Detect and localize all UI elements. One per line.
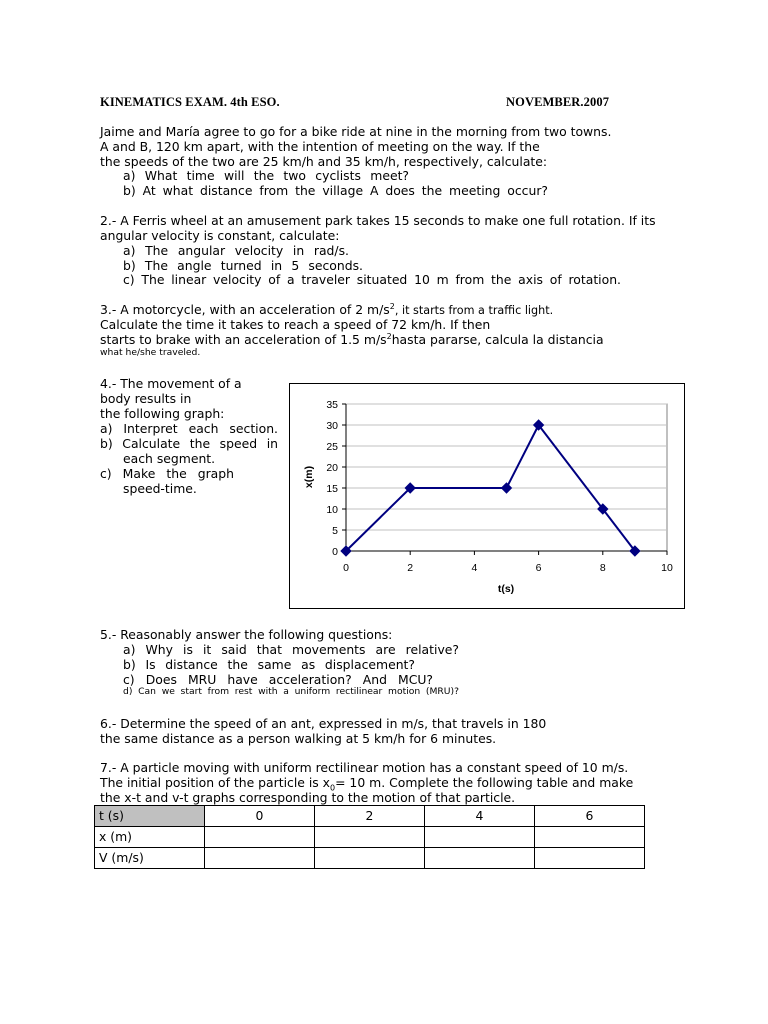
q3-line-3-sup: 2	[386, 331, 392, 341]
exam-title: KINEMATICS EXAM. 4th ESO.	[100, 95, 280, 109]
q5-part-a: a) Why is it said that movements are relative?	[123, 642, 459, 657]
row-header-v: V (m/s)	[95, 848, 205, 869]
y-tick-label: 30	[326, 420, 338, 432]
x-tick-label: 10	[661, 562, 673, 574]
q1-line-1: Jaime and María agree to go for a bike ride at nine in the morning from two towns.	[100, 124, 612, 139]
q5-line-1: 5.- Reasonably answer the following questions:	[100, 627, 393, 642]
row-header-t: t (s)	[95, 806, 205, 827]
table-row	[95, 848, 645, 869]
empty-cell[interactable]	[315, 827, 425, 848]
q6-line-1: 6.- Determine the speed of an ant, expressed in m/s, that travels in 180	[100, 716, 547, 731]
q3-line-1-sup: 2	[389, 301, 395, 311]
q7-line-2	[100, 775, 634, 793]
row-header-x: x (m)	[95, 827, 205, 848]
q3-line-1-b: , it starts from a traffic light.	[394, 304, 554, 317]
q5-part-d: d) Can we start from rest with a uniform rectilinear motion (MRU)?	[123, 686, 459, 697]
y-tick-label: 35	[326, 399, 338, 411]
q2-part-c: c) The linear velocity of a traveler situated 10 m from the axis of rotation.	[123, 272, 621, 287]
table-cell: 0	[205, 806, 315, 827]
y-tick-label: 20	[326, 462, 338, 474]
empty-cell[interactable]	[315, 848, 425, 869]
y-tick-label: 25	[326, 441, 338, 453]
empty-cell[interactable]	[535, 827, 645, 848]
x-tick-label: 2	[407, 562, 414, 574]
q7-line-2-sub: 0	[330, 783, 336, 793]
x-tick-label: 4	[471, 562, 478, 574]
q4-part-b-cont: each segment.	[123, 451, 216, 466]
q1-line-3: the speeds of the two are 25 km/h and 35 km/h, respectively, calculate:	[100, 154, 548, 169]
q3-line-1-a: 3.- A motorcycle, with an acceleration of 2 m/s	[100, 302, 390, 317]
motion-table	[94, 805, 645, 869]
y-axis-label: x(m)	[303, 465, 315, 489]
x-tick-label: 6	[535, 562, 542, 574]
q1-part-b: b) At what distance from the village A does the meeting occur?	[123, 183, 548, 198]
q5-part-b: b) Is distance the same as displacement?	[123, 657, 415, 672]
q2-line-2: angular velocity is constant, calculate:	[100, 228, 340, 243]
q2-line-1: 2.- A Ferris wheel at an amusement park takes 15 seconds to make one full rotation. If its	[100, 213, 656, 228]
q4-part-a: a) Interpret each section.	[100, 421, 278, 436]
q4-part-c-cont: speed-time.	[123, 481, 197, 496]
q7-line-1: 7.- A particle moving with uniform rectilinear motion has a constant speed of 10 m/s.	[100, 760, 629, 775]
q3-line-2: Calculate the time it takes to reach a speed of 72 km/h. If then	[100, 317, 491, 332]
q5-part-c: c) Does MRU have acceleration? And MCU?	[123, 672, 433, 687]
table-row	[95, 806, 645, 827]
q4-line-3: the following graph:	[100, 406, 225, 421]
x-tick-label: 8	[599, 562, 606, 574]
position-time-chart	[289, 383, 685, 609]
q2-part-b: b) The angle turned in 5 seconds.	[123, 258, 363, 273]
q3-line-3-a: starts to brake with an acceleration of 1.5 m/s	[100, 332, 387, 347]
empty-cell[interactable]	[535, 848, 645, 869]
empty-cell[interactable]	[205, 848, 315, 869]
table-cell: 2	[315, 806, 425, 827]
q3-line-4: what he/she traveled.	[100, 347, 201, 358]
table-cell: 4	[425, 806, 535, 827]
q4-part-c: c) Make the graph	[100, 466, 234, 481]
empty-cell[interactable]	[425, 827, 535, 848]
q1-line-2: A and B, 120 km apart, with the intention of meeting on the way. If the	[100, 139, 540, 154]
q3-line-1	[100, 302, 553, 318]
chart-svg	[290, 384, 684, 608]
x-tick-label: 0	[343, 562, 349, 574]
table-row	[95, 827, 645, 848]
q6-line-2: the same distance as a person walking at 5 km/h for 6 minutes.	[100, 731, 497, 746]
y-tick-label: 0	[332, 546, 338, 558]
exam-date: NOVEMBER.2007	[506, 95, 610, 109]
q4-line-2: body results in	[100, 391, 192, 406]
q4-line-1: 4.- The movement of a	[100, 376, 242, 391]
q2-part-a: a) The angular velocity in rad/s.	[123, 243, 349, 258]
y-tick-label: 15	[326, 483, 338, 495]
q7-line-2-b: = 10 m. Complete the following table and make	[335, 775, 634, 790]
table-cell: 6	[535, 806, 645, 827]
q7-line-2-a: The initial position of the particle is x	[100, 775, 331, 790]
q1-part-a: a) What time will the two cyclists meet?	[123, 168, 409, 183]
q3-line-3-b: hasta pararse, calcula la distancia	[391, 332, 604, 347]
q4-part-b: b) Calculate the speed in	[100, 436, 278, 451]
empty-cell[interactable]	[205, 827, 315, 848]
y-tick-label: 10	[326, 504, 338, 516]
q7-line-3: the x-t and v-t graphs corresponding to the motion of that particle.	[100, 790, 516, 805]
empty-cell[interactable]	[425, 848, 535, 869]
x-axis-label: t(s)	[497, 583, 515, 595]
y-tick-label: 5	[332, 525, 338, 537]
